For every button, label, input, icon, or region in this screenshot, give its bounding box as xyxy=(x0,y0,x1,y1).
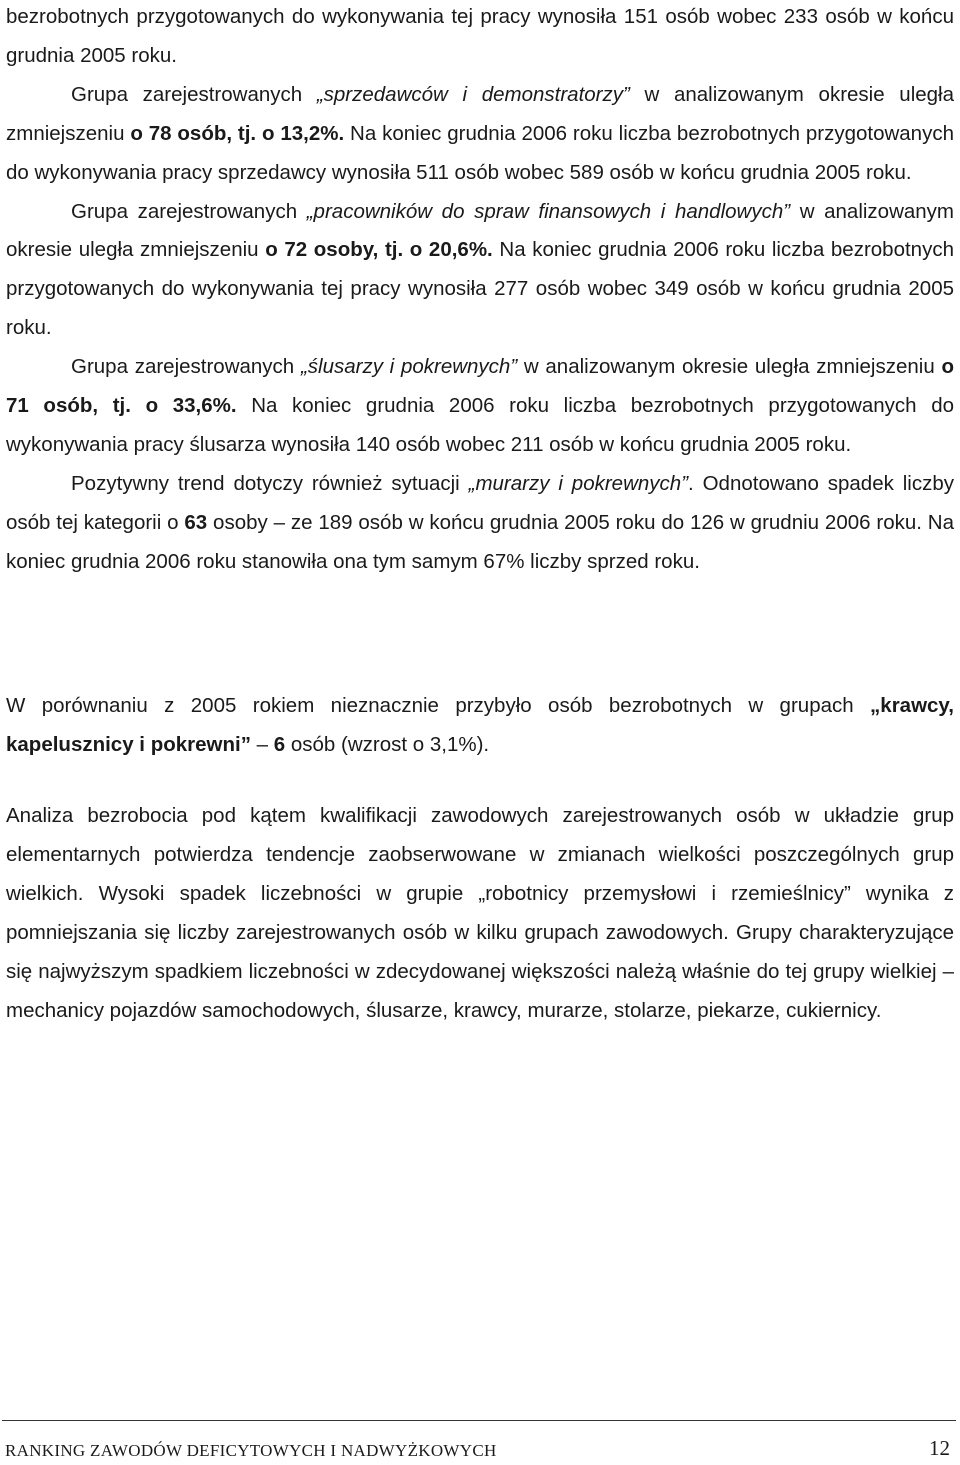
text-run: Grupa zarejestrowanych xyxy=(71,82,317,106)
text-run: – xyxy=(250,732,274,756)
paragraph-krawcy xyxy=(6,687,954,765)
text-run: bezrobotnych przygotowanych do wykonywania tej pracy wynosiła 151 osób wobec 233 osób w końcu grudnia 2005 roku. xyxy=(6,5,954,67)
text-run: w analizowanym okresie uległa zmniejszeniu xyxy=(517,355,942,379)
paragraph-pracownicy-finansowi xyxy=(6,193,954,349)
footer-title: RANKING ZAWODÓW DEFICYTOWYCH I NADWYŻKOWYCH xyxy=(5,1441,497,1460)
text-run: Na koniec grudnia 2006 roku liczba bezrobotnych przygotowanych do wykonywania pracy sprzedawcy wynosiła 511 osób wobec 589 osób w końcu grudnia 2005 roku. xyxy=(6,121,954,184)
text-run: osób (wzrost o 3,1%). xyxy=(285,732,490,756)
text-run: w analizowanym okresie uległa zmniejszeniu xyxy=(6,82,954,145)
text-run: W porównaniu z 2005 rokiem nieznacznie przybyło osób bezrobotnych w grupach xyxy=(6,694,871,717)
text-run: Na koniec grudnia 2006 roku liczba bezrobotnych przygotowanych do wykonywania pracy ślusarza wynosiła 140 osób wobec 211 osób w końcu grudnia 2005 roku. xyxy=(6,394,954,456)
bold-figure: o 72 osoby, tj. o 20,6%. xyxy=(265,238,493,262)
paragraph-group-2 xyxy=(6,687,954,765)
bold-group-name: „krawcy, kapelusznicy i pokrewni” xyxy=(6,694,954,756)
footer-divider xyxy=(2,1420,956,1421)
text-run: Na koniec grudnia 2006 roku liczba bezrobotnych przygotowanych do wykonywania tej pracy wynosiła 277 osób wobec 349 osób w końcu grudnia 2005 roku. xyxy=(6,238,954,340)
italic-group-name: „pracowników do spraw finansowych i handlowych” xyxy=(306,199,791,223)
paragraph-sprzedawcy xyxy=(6,76,954,193)
text-run: . Odnotowano spadek liczby osób tej kategorii o xyxy=(6,471,954,534)
paragraph-continuation xyxy=(6,0,954,76)
bold-figure: o 78 osób, tj. o 13,2%. xyxy=(130,121,345,145)
text-run: Grupa zarejestrowanych xyxy=(71,355,301,379)
paragraph-slusarze xyxy=(6,348,954,465)
text-run: Grupa zarejestrowanych xyxy=(71,199,307,223)
italic-group-name: „sprzedawców i demonstratorzy” xyxy=(316,82,630,106)
italic-group-name: „murarzy i pokrewnych” xyxy=(468,471,689,495)
bold-figure: 63 xyxy=(184,510,208,534)
page-number: 12 xyxy=(929,1436,950,1460)
text-run: w analizowanym okresie uległa zmniejszeniu xyxy=(6,199,955,262)
paragraph-group-3 xyxy=(6,797,954,1030)
text-run: osoby – ze 189 osób w końcu grudnia 2005 roku do 126 w grudniu 2006 roku. Na koniec grudnia 2006 roku stanowiła ona tym samym 67% liczby sprzed roku. xyxy=(6,510,954,573)
italic-group-name: „ślusarzy i pokrewnych” xyxy=(300,355,518,379)
bold-figure: 6 xyxy=(273,732,286,756)
paragraph-analiza xyxy=(6,797,954,1030)
text-run: Pozytywny trend dotyczy również sytuacji xyxy=(71,471,469,495)
paragraph-group-1 xyxy=(6,0,954,582)
bold-figure: o 71 osób, tj. o 33,6%. xyxy=(6,355,954,418)
paragraph-murarze xyxy=(6,465,954,582)
text-run: Analiza bezrobocia pod kątem kwalifikacji zawodowych zarejestrowanych osób w układzie grup elementarnych potwierdza tendencje zaobserwowane w zmianach wielkości poszczególnych grup wielkich. Wysoki spadek liczebności w grupie „robotnicy przemysłowi i rzemieślnicy” wynika z pomniejszania się liczby zarejestrowanych osób w kilku grupach zawodowych. Grupy charakteryzujące się najwyższym spadkiem liczebności w zdecydowanej większości należą właśnie do tej grupy wielkiej – mechanicy pojazdów samochodowych, ślusarze, krawcy, murarze, stolarze, piekarze, cukiernicy. xyxy=(6,804,954,1022)
